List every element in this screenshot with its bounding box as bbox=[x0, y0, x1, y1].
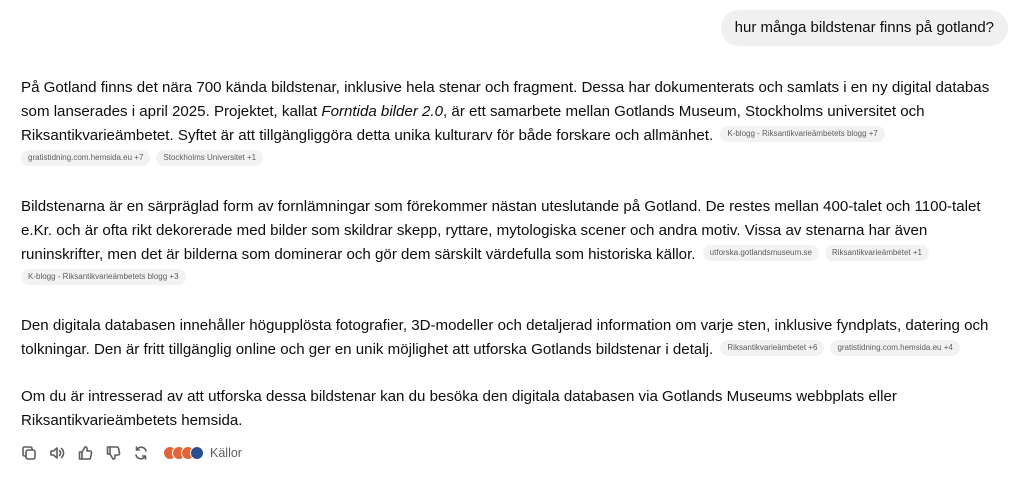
like-button[interactable] bbox=[77, 443, 105, 463]
response-paragraph-2 bbox=[21, 195, 1011, 291]
sources-label: Källor bbox=[210, 446, 242, 460]
thumbs-up-icon bbox=[77, 445, 93, 461]
paragraph-text: På Gotland finns det nära 700 kända bildstenar, inklusive hela stenar och fragment. Dessa har dokumenterats och samlats i en ny digital databas som lanserades i april 2025. Projektet, kallat bbox=[21, 79, 990, 120]
project-name: Forntida bilder 2.0 bbox=[321, 103, 444, 120]
paragraph-text: Bildstenarna är en särpräglad form av fornlämningar som förekommer nästan uteslutande på Gotland. De restes mellan 400-talet och 1100-talet e.Kr. och är ofta rikt dekorerade med bilder som skildrar skepp, ryttare, mytologiska scener och andra motiv. Vissa av stenarna har även runinskrifter, men det är bilderna som dominerar och gör dem särskilt värdefulla som historiska källor. bbox=[21, 198, 981, 263]
citation-pill[interactable]: Stockholms Universitet +1 bbox=[156, 150, 263, 166]
response-paragraph-4 bbox=[21, 385, 1011, 433]
paragraph-text: Om du är intresserad av att utforska dessa bildstenar kan du besöka den digitala databasen via Gotlands Museums webbplats eller Riksantikvarieämbetets hemsida. bbox=[21, 388, 897, 429]
response-paragraph-1 bbox=[21, 76, 1011, 172]
speaker-icon bbox=[49, 445, 65, 461]
citation-pill[interactable]: K-blogg - Riksantikvarieämbetets blogg +3 bbox=[21, 269, 186, 285]
source-favicon-4 bbox=[190, 446, 204, 460]
citation-pill[interactable]: gratistidning.com.hemsida.eu +4 bbox=[830, 340, 959, 356]
dislike-button[interactable] bbox=[105, 443, 133, 463]
citation-pill[interactable]: gratistidning.com.hemsida.eu +7 bbox=[21, 150, 150, 166]
user-message-text: hur många bildstenar finns på gotland? bbox=[734, 19, 994, 36]
thumbs-down-icon bbox=[105, 445, 121, 461]
paragraph-text: Den digitala databasen innehåller högupplösta fotografier, 3D-modeller och detaljerad information om varje sten, inklusive fyndplats, datering och tolkningar. Den är fritt tillgänglig online och ger en unik möjlighet att utforska Gotlands bildstenar i detalj. bbox=[21, 317, 989, 358]
read-aloud-button[interactable] bbox=[49, 443, 77, 463]
copy-icon bbox=[21, 445, 37, 461]
paragraph-text: , är ett samarbete mellan Gotlands Museum, Stockholms universitet och Riksantikvarieämbetet. Syftet är att tillgängliggöra detta unika kulturarv för både forskare och allmänhet. bbox=[21, 103, 925, 144]
refresh-icon bbox=[133, 445, 149, 461]
message-actions bbox=[21, 443, 242, 463]
citation-pill[interactable]: utforska.gotlandsmuseum.se bbox=[703, 245, 819, 261]
sources-button[interactable] bbox=[163, 446, 242, 460]
user-message-bubble bbox=[721, 10, 1008, 46]
regenerate-button[interactable] bbox=[133, 443, 161, 463]
assistant-response bbox=[21, 76, 1011, 433]
response-paragraph-3 bbox=[21, 314, 1011, 362]
citation-pill[interactable]: Riksantikvarieämbetet +6 bbox=[720, 340, 824, 356]
copy-button[interactable] bbox=[21, 443, 49, 463]
source-favicons bbox=[163, 446, 204, 460]
citation-pill[interactable]: K-blogg - Riksantikvarieämbetets blogg +7 bbox=[720, 126, 885, 142]
citation-pill[interactable]: Riksantikvarieämbetet +1 bbox=[825, 245, 929, 261]
